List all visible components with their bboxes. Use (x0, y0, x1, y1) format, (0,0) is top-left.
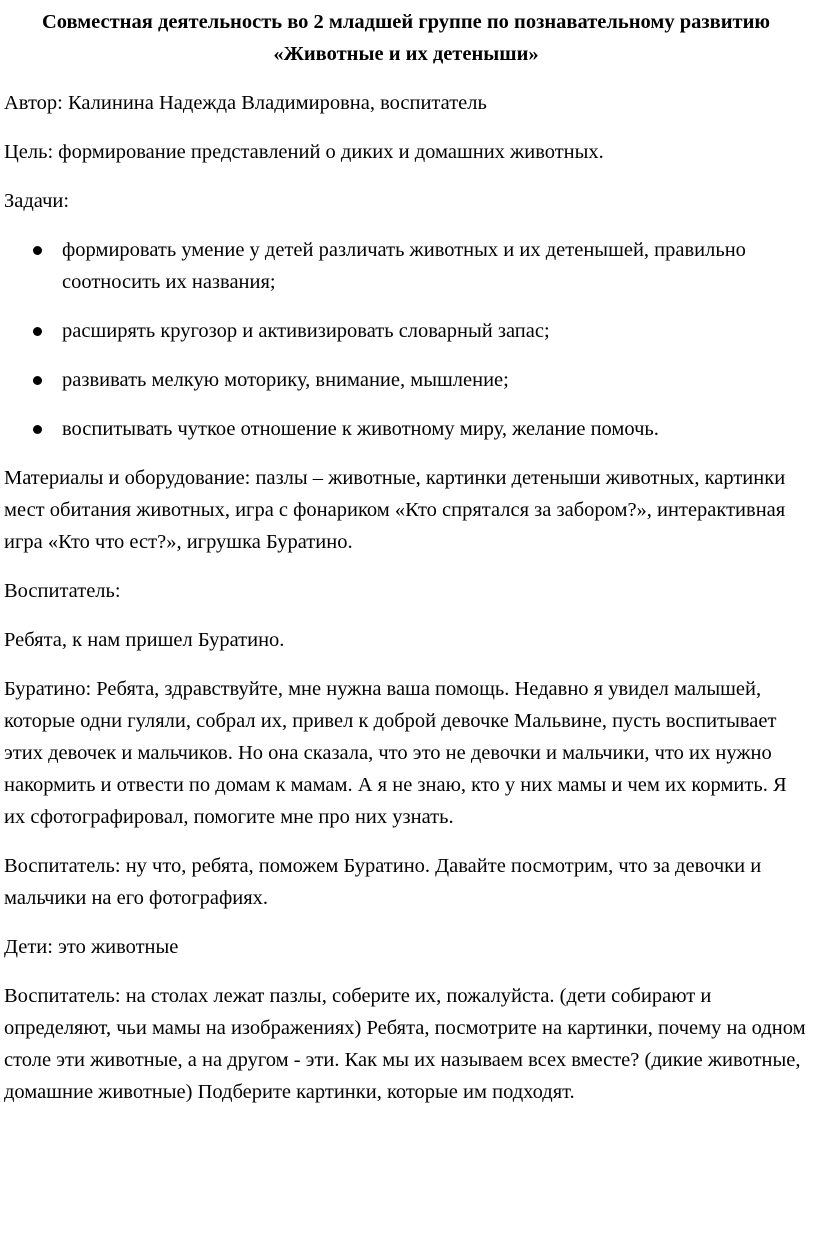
task-text: формировать умение у детей различать животных и их детенышей, правильно соотносить их названия; (62, 239, 746, 293)
tasks-list (4, 234, 808, 445)
teacher-label: Воспитатель: (4, 580, 121, 602)
bullet-icon (33, 376, 42, 385)
task-text: развивать мелкую моторику, внимание, мышление; (62, 369, 509, 391)
tasks-heading: Задачи: (4, 190, 70, 212)
teacher-reply: Воспитатель: ну что, ребята, поможем Буратино. Давайте посмотрим, что за девочки и мальчики на его фотографиях. (4, 855, 762, 909)
task-text: расширять кругозор и активизировать словарный запас; (62, 320, 550, 342)
author-line: Автор: Калинина Надежда Владимировна, воспитатель (4, 92, 487, 114)
teacher-instructions: Воспитатель: на столах лежат пазлы, соберите их, пожалуйста. (дети собирают и определяют, чьи мамы на изображениях) Ребята, посмотрите на картинки, почему на одном столе эти животные, а на другом - эти. Как мы их называем всех вместе? (дикие животные, домашние животные) Подберите картинки, которые им подходят. (4, 985, 806, 1103)
list-item (4, 364, 808, 396)
bullet-icon (33, 246, 42, 255)
goal-line: Цель: формирование представлений о диких и домашних животных. (4, 141, 604, 163)
list-item (4, 234, 808, 298)
buratino-speech: Буратино: Ребята, здравствуйте, мне нужна ваша помощь. Недавно я увидел малышей, которые одни гуляли, собрал их, привел к доброй девочке Мальвине, пусть воспитывает этих девочек и мальчиков. Но она сказала, что это не девочки и мальчики, что их нужно накормить и отвести по домам к мамам. А я не знаю, кто у них мамы и чем их кормить. Я их сфотографировал, помогите мне про них узнать. (4, 678, 787, 828)
list-item (4, 315, 808, 347)
materials-paragraph: Материалы и оборудование: пазлы – животные, картинки детеныши животных, картинки мест обитания животных, игра с фонариком «Кто спрятался за забором?», интерактивная игра «Кто что ест?», игрушка Буратино. (4, 467, 786, 553)
bullet-icon (33, 425, 42, 434)
document-title: Совместная деятельность во 2 младшей группе по познавательному развитию «Животные и их детеныши» (41, 11, 771, 65)
bullet-icon (33, 327, 42, 336)
children-answer: Дети: это животные (4, 936, 179, 958)
task-text: воспитывать чуткое отношение к животному миру, желание помочь. (62, 418, 659, 440)
teacher-greeting: Ребята, к нам пришел Буратино. (4, 629, 285, 651)
list-item (4, 413, 808, 445)
